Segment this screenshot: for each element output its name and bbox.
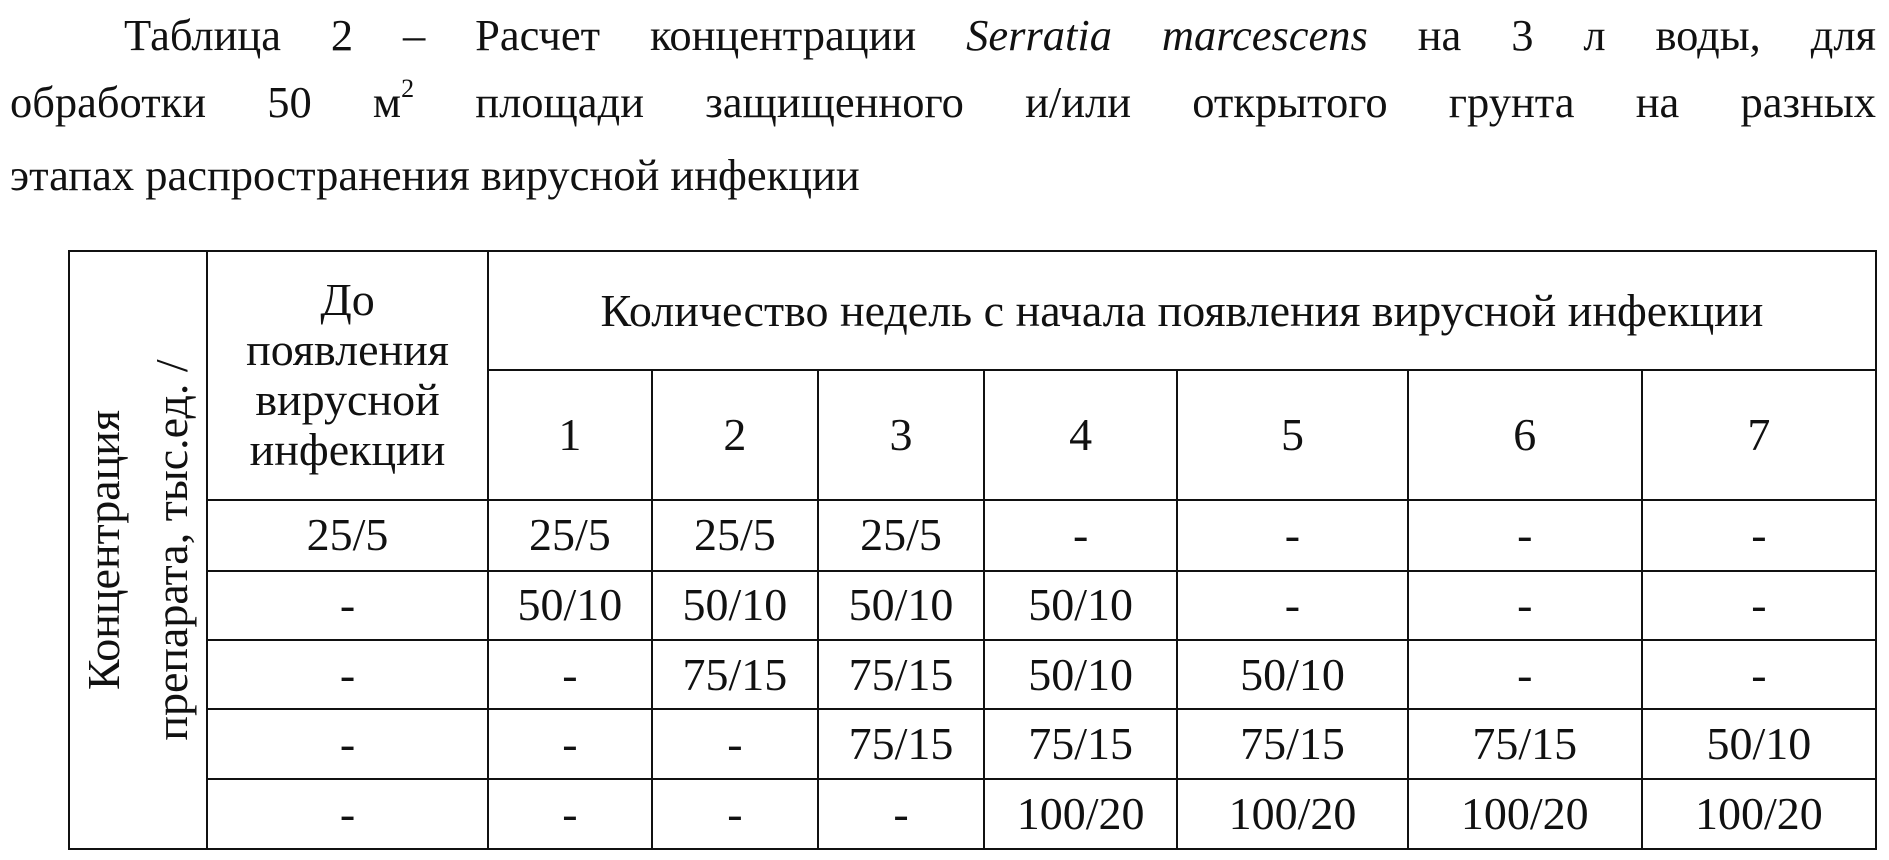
table-row <box>69 640 1876 709</box>
caption-line-1-prefix: Таблица 2 – Расчет концентрации <box>124 10 967 60</box>
stub-header-line-2: препарата, тыс.ед. / <box>146 359 198 741</box>
table-cell: - <box>1408 571 1642 640</box>
table-row <box>69 571 1876 640</box>
table-cell: 25/5 <box>207 500 488 571</box>
before-header-line: появления <box>246 324 449 376</box>
before-header-line: До <box>320 274 375 326</box>
table-cell: - <box>207 779 488 849</box>
caption-line-1-suffix: на 3 л воды, для <box>1367 10 1877 60</box>
table-cell: - <box>488 640 652 709</box>
table-cell: - <box>1408 640 1642 709</box>
table-cell: 50/10 <box>652 571 818 640</box>
table-cell: - <box>1177 500 1408 571</box>
table-cell: 75/15 <box>1177 709 1408 778</box>
week-number-cell: 3 <box>818 370 984 499</box>
caption-species-name: Serratia marcescens <box>966 10 1368 60</box>
table-cell: - <box>488 709 652 778</box>
table-cell: - <box>1408 500 1642 571</box>
table-cell: 50/10 <box>1177 640 1408 709</box>
table-cell: - <box>818 779 984 849</box>
header-row-1 <box>69 251 1876 370</box>
caption-line-2-prefix: обработки 50 м <box>10 77 402 127</box>
caption-line-1 <box>10 2 1876 69</box>
week-number-cell: 1 <box>488 370 652 499</box>
week-number-cell: 6 <box>1408 370 1642 499</box>
table-cell: 75/15 <box>984 709 1177 778</box>
table-cell: 75/15 <box>1408 709 1642 778</box>
concentration-table <box>68 250 1877 850</box>
table-cell: - <box>1642 571 1876 640</box>
table-cell: 50/10 <box>818 571 984 640</box>
table-cell: 50/10 <box>984 571 1177 640</box>
table-cell: 100/20 <box>984 779 1177 849</box>
table-cell: 50/10 <box>984 640 1177 709</box>
caption-line-2-suffix: площади защищенного и/или открытого грунта на разных <box>414 77 1876 127</box>
table-cell: - <box>984 500 1177 571</box>
table-cell: 25/5 <box>488 500 652 571</box>
table-cell: 75/15 <box>652 640 818 709</box>
week-number-cell: 5 <box>1177 370 1408 499</box>
table-cell: - <box>1642 500 1876 571</box>
stub-header-line-1: Концентрация <box>78 409 130 691</box>
table-cell: 100/20 <box>1177 779 1408 849</box>
table-cell: - <box>652 779 818 849</box>
table-cell: - <box>207 571 488 640</box>
stub-header-text <box>70 255 206 845</box>
week-number-cell: 4 <box>984 370 1177 499</box>
before-header-line: вирусной <box>255 374 440 426</box>
table-row <box>69 779 1876 849</box>
table-cell: 75/15 <box>818 640 984 709</box>
table-cell: 50/10 <box>488 571 652 640</box>
weeks-header: Количество недель с начала появления вирусной инфекции <box>488 251 1876 370</box>
table-cell: 25/5 <box>818 500 984 571</box>
table-cell: - <box>1177 571 1408 640</box>
table-row <box>69 709 1876 778</box>
week-number-cell: 7 <box>1642 370 1876 499</box>
table-cell: - <box>488 779 652 849</box>
stub-header-cell <box>69 251 207 849</box>
table-cell: - <box>652 709 818 778</box>
week-number-cell: 2 <box>652 370 818 499</box>
table-cell: - <box>207 640 488 709</box>
table-cell: 25/5 <box>652 500 818 571</box>
table-cell: 100/20 <box>1642 779 1876 849</box>
table-row <box>69 500 1876 571</box>
table-caption <box>10 2 1876 209</box>
table-cell: 75/15 <box>818 709 984 778</box>
caption-area-superscript: 2 <box>401 74 415 103</box>
caption-line-2 <box>10 69 1876 142</box>
table-cell: 100/20 <box>1408 779 1642 849</box>
table-cell: 50/10 <box>1642 709 1876 778</box>
table-cell: - <box>1642 640 1876 709</box>
caption-line-3: этапах распространения вирусной инфекции <box>10 150 860 200</box>
before-header-line: инфекции <box>249 424 446 476</box>
table-cell: - <box>207 709 488 778</box>
before-infection-header <box>207 251 488 500</box>
